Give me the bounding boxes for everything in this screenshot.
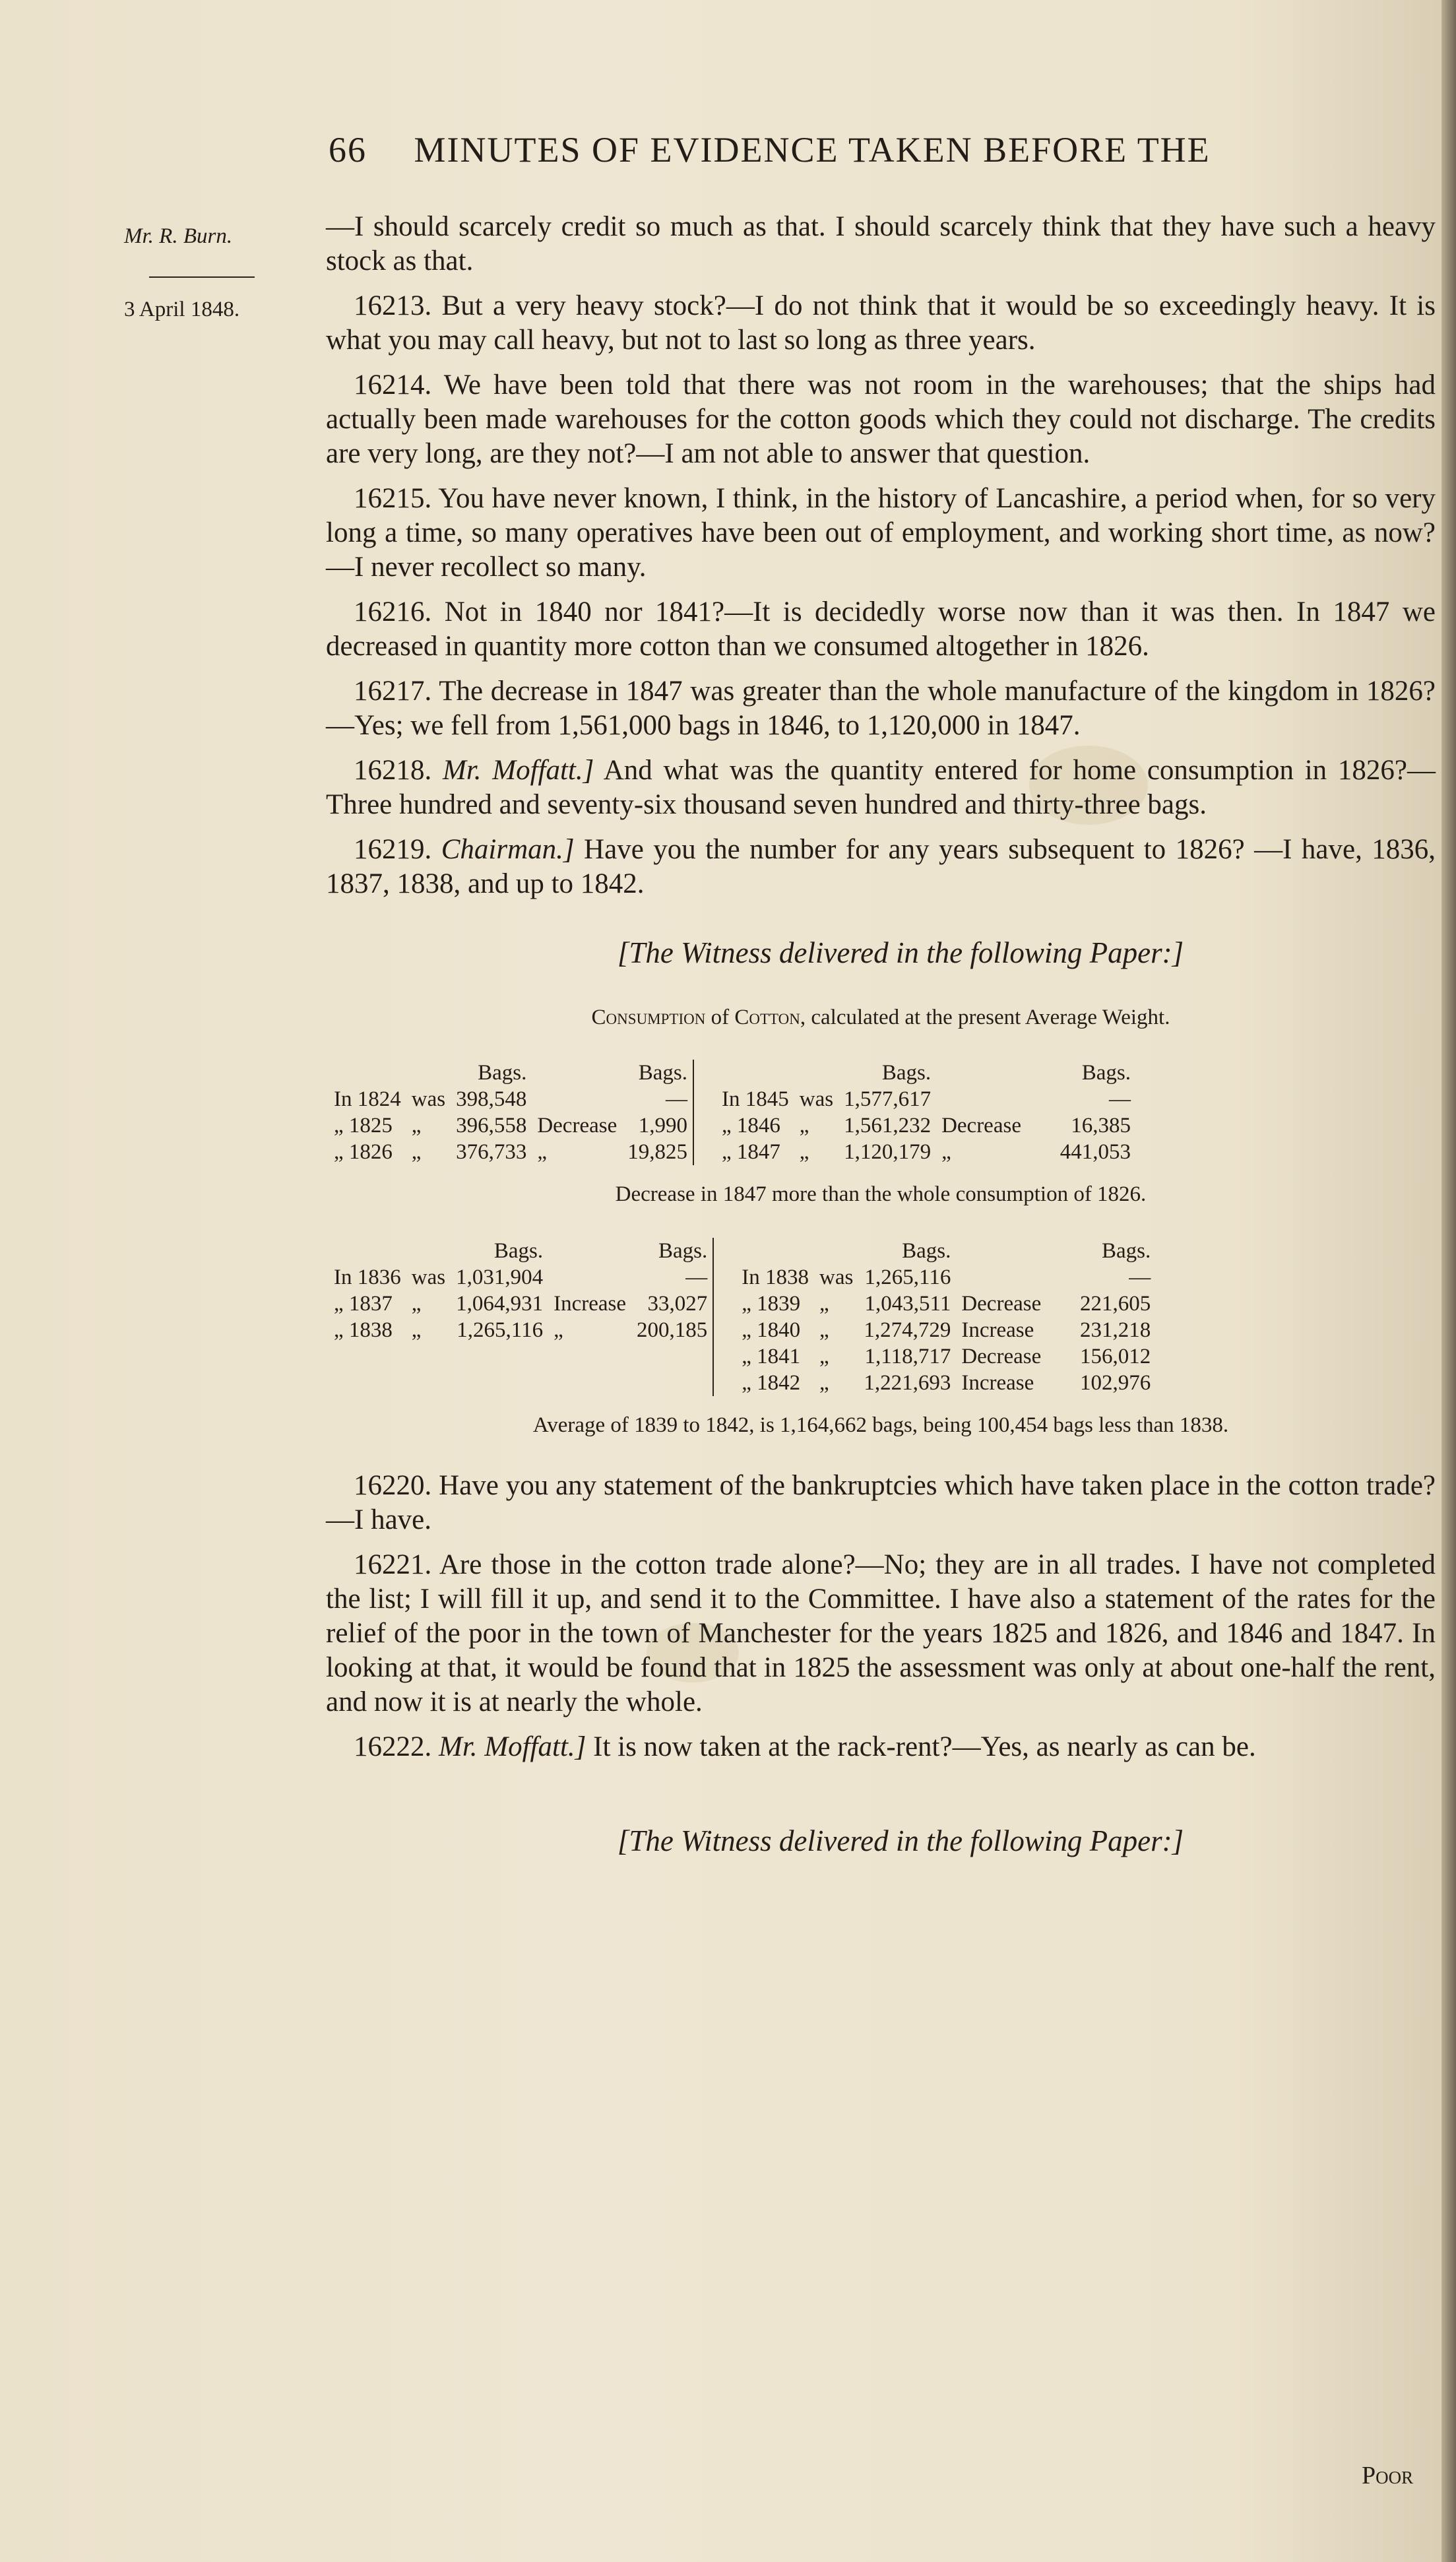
table-row: In 1836 was 1,031,904 — In 1838 was 1,265,116 — <box>334 1265 1151 1289</box>
table-title: Consumption of Cotton, calculated at the present Average Weight. <box>591 1006 1170 1029</box>
question-16221: 16221. Are those in the cotton trade alone?—No; they are in all trades. I have not completed the list; I will fill it up, and send it to the Committee. I have also a statement of the rates for the relief of the poor in the town of Manchester for the years 1825 and 1826, and 1846 and 1847. In looking at that, it would be found that in 1825 the assessment was only at about one-half the rent, and now it is at nearly the whole. <box>326 1549 1436 1717</box>
page-number: 66 <box>329 130 367 170</box>
table-note: Average of 1839 to 1842, is 1,164,662 bags, being 100,454 bags less than 1838. <box>532 1413 1229 1437</box>
header-title: MINUTES OF EVIDENCE TAKEN BEFORE THE <box>414 130 1211 170</box>
question-text: Have you the number for any years subsequent to 1826? —I have, 1836, 1837, 1838, and up to 1842. <box>326 834 1436 899</box>
column-header: Bags. <box>658 1239 708 1263</box>
column-header: Bags. <box>638 1061 687 1085</box>
question-16217: 16217. The decrease in 1847 was greater than the whole manufacture of the kingdom in 1826?—Yes; we fell from 1,561,000 bags in 1846, to 1,120,000 in 1847. <box>326 676 1436 741</box>
paragraph-continuation: —I should scarcely credit so much as that. I should scarcely think that they have such a heavy stock as that. <box>326 211 1436 276</box>
column-header: Bags. <box>1101 1239 1151 1263</box>
question-16216: 16216. Not in 1840 nor 1841?—It is decidedly worse now than it was then. In 1847 we decreased in quantity more cotton than we consumed altogether in 1826. <box>326 596 1436 662</box>
question-number: 16222. <box>354 1731 432 1762</box>
table-row: „ 1837 „ 1,064,931 Increase 33,027 „ 1839 „ 1,043,511 Decrease 221,605 <box>334 1292 1151 1316</box>
table-row: „ 1826 „ 376,733 „ 19,825 „ 1847 „ 1,120,179 „ 441,053 <box>334 1140 1131 1164</box>
question-16220: 16220. Have you any statement of the bankruptcies which have taken place in the cotton trade?—I have. <box>326 1470 1436 1535</box>
column-header: Bags. <box>902 1239 951 1263</box>
question-number: 16218. <box>354 755 432 786</box>
table-note: Decrease in 1847 more than the whole consumption of 1826. <box>615 1182 1147 1206</box>
catchword: Poor <box>1362 2462 1414 2489</box>
speaker: Mr. Moffatt.] <box>439 1731 586 1762</box>
column-header: Bags. <box>1081 1061 1131 1085</box>
question-text: And what was the quantity entered for home consumption in 1826?—Three hundred and seventy-six thousand seven hundred and thirty-three bags. <box>326 755 1436 820</box>
question-16222 <box>326 1730 1436 1764</box>
table-row: „ 1841 „ 1,118,717 Decrease 156,012 <box>329 1343 1156 1370</box>
column-header: Bags. <box>478 1061 527 1085</box>
question-16213: 16213. But a very heavy stock?—I do not think that it would be so exceedingly heavy. It is what you may call heavy, but not to last so long as three years. <box>326 290 1436 356</box>
table-row: „ 1838 „ 1,265,116 „ 200,185 „ 1840 „ 1,274,729 Increase 231,218 <box>334 1318 1151 1342</box>
margin-notes <box>124 224 315 322</box>
column-header: Bags. <box>493 1239 544 1263</box>
question-16218 <box>326 753 1436 822</box>
paper-delivered-note: [The Witness delivered in the following Paper:] <box>617 936 1184 969</box>
running-header <box>329 129 1437 170</box>
question-number: 16219. <box>354 834 432 865</box>
page-edge <box>1441 0 1456 2562</box>
body-text <box>326 210 1436 1888</box>
speaker: Mr. Moffatt.] <box>443 755 594 786</box>
table-header-row <box>329 1060 1136 1086</box>
margin-rule <box>149 276 255 278</box>
table-row: „ 1842 „ 1,221,693 Increase 102,976 <box>329 1370 1156 1396</box>
question-16215: 16215. You have never known, I think, in the history of Lancashire, a period when, for so very long a time, so many operatives have been out of employment, and working short time, as now?—I never recollect so many. <box>326 483 1436 583</box>
question-16219 <box>326 833 1436 901</box>
question-text: It is now taken at the rack-rent?—Yes, as nearly as can be. <box>586 1731 1256 1762</box>
consumption-table-1 <box>329 1060 1136 1165</box>
speaker: Chairman.] <box>441 834 575 865</box>
column-header: Bags. <box>881 1061 932 1085</box>
table-row: In 1824 was 398,548 — In 1845 was 1,577,617 — <box>334 1087 1131 1111</box>
table-row: „ 1825 „ 396,558 Decrease 1,990 „ 1846 „ 1,561,232 Decrease 16,385 <box>334 1114 1131 1137</box>
paper-delivered-note: [The Witness delivered in the following Paper:] <box>617 1824 1184 1857</box>
witness-name: Mr. R. Burn. <box>124 224 233 248</box>
table-header-row <box>329 1238 1156 1264</box>
question-16214: 16214. We have been told that there was not room in the warehouses; that the ships had actually been made warehouses for the cotton goods which they could not discharge. The credits are very long, are they not?—I am not able to answer that question. <box>326 369 1436 469</box>
consumption-table-2 <box>329 1238 1156 1396</box>
hearing-date: 3 April 1848. <box>124 298 240 321</box>
